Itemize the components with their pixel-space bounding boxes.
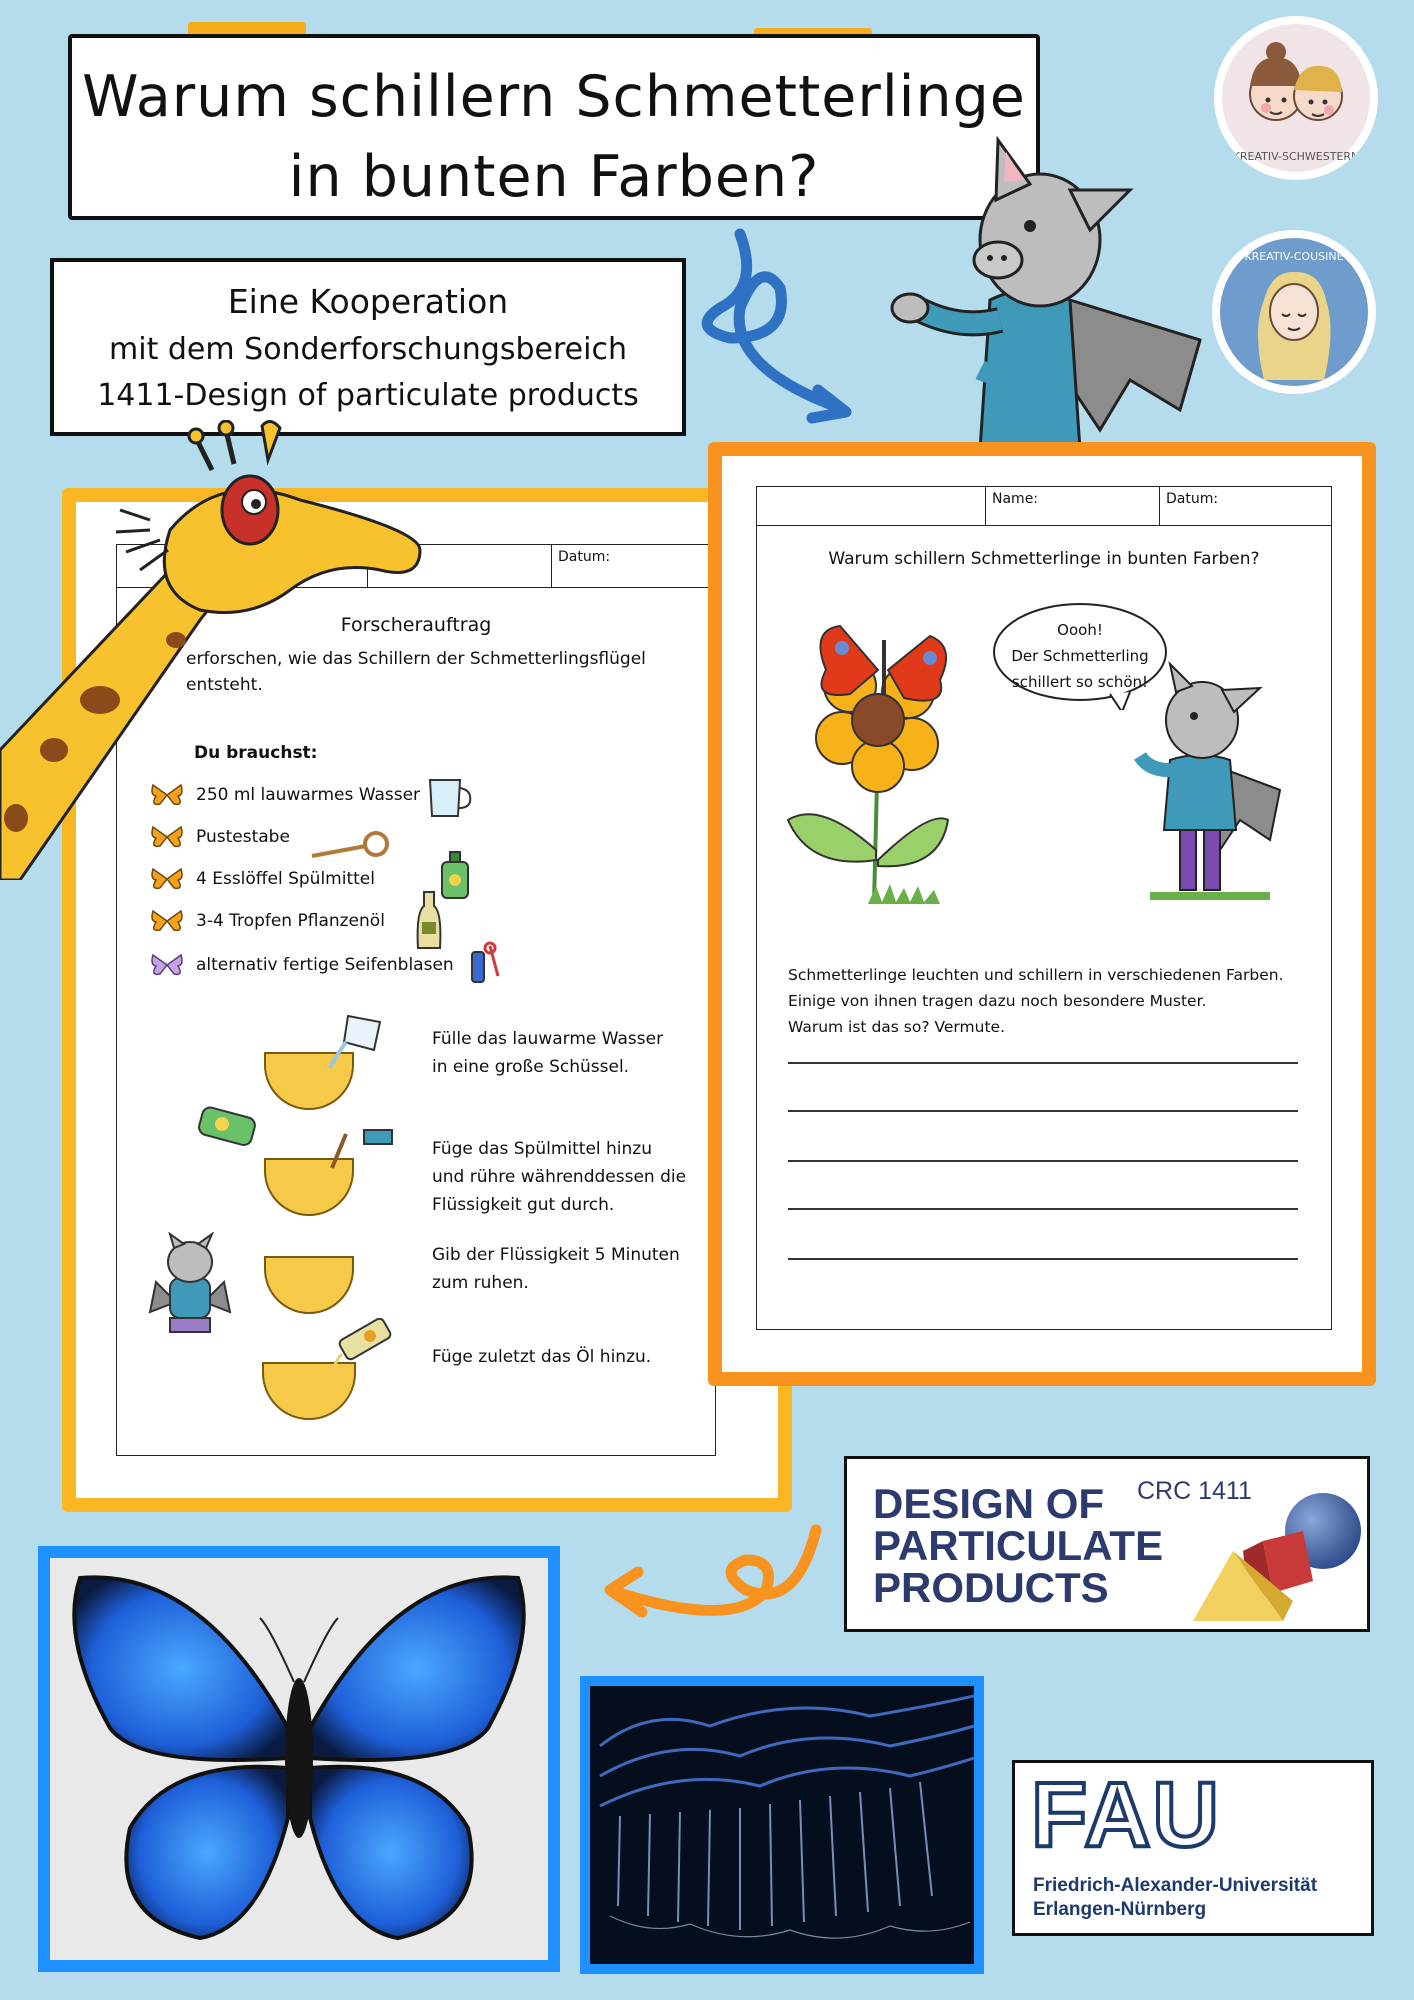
water-jug-icon [318,1012,388,1070]
morpho-butterfly-photo [38,1546,560,1972]
step-3-line1: Gib der Flüssigkeit 5 Minuten [432,1245,680,1265]
speech-line1: Oooh! [1057,621,1103,639]
speech-line3: schillert so schön! [1011,673,1149,691]
cooperation-line1: Eine Kooperation [227,282,509,321]
right-body-line2: Einige von ihnen tragen dazu noch besondere Muster. [788,992,1207,1010]
crc-logo-box [844,1456,1370,1632]
step-1-line2: in eine große Schüssel. [432,1057,630,1077]
answer-line[interactable] [788,1062,1298,1064]
step-2-line1: Füge das Spülmittel hinzu [432,1139,652,1159]
right-body-line3: Warum ist das so? Vermute. [788,1018,1005,1036]
grass-icon [864,880,944,906]
blue-butterfly-image [50,1558,548,1960]
right-body-line1: Schmetterlinge leuchten und schillern in verschiedenen Farben. [788,966,1284,984]
badge-label: KREATIV-COUSINE [1244,250,1344,263]
cooperation-line2: mit dem Sonderforschungsbereich [109,332,627,367]
answer-line[interactable] [788,1160,1298,1162]
orange-arrow-icon [596,1520,836,1630]
step-3-line2: zum ruhen. [432,1273,529,1293]
left-worksheet-heading: Forscherauftrag [340,614,492,636]
needs-label: Du brauchst: [194,743,318,763]
sitting-bat-icon [146,1232,234,1338]
wing-scale-microscope-photo [580,1676,984,1974]
badge-kreativ-schwestern [1214,16,1378,180]
badge-label: KREATIV-SCHWESTERN [1232,150,1360,163]
particle-shapes-icon [1163,1481,1363,1631]
microscopic-scales-image [590,1686,974,1964]
material-text: Pustestabe [196,827,290,847]
blue-arrow-icon [700,228,880,428]
fau-line2: Erlangen-Nürnberg [1033,1899,1207,1920]
cooperation-box [50,258,686,436]
fau-logo-box [1012,1760,1374,1936]
flower-butterfly-illustration [780,620,980,910]
bat-character-illustration [880,130,1210,450]
crc-line3: PRODUCTS [873,1564,1109,1611]
crc-tag: CRC 1411 [1137,1477,1252,1505]
butterfly-purple-icon [150,952,184,978]
badge-kreativ-cousine [1212,230,1376,394]
step-1-line1: Fülle das lauwarme Wasser [432,1029,664,1049]
title-line2: in bunten Farben? [288,144,820,210]
left-worksheet-intro-line2: entsteht. [186,675,263,695]
material-text: alternativ fertige Seifenblasen [196,955,454,975]
crc-line2: PARTICULATE [873,1522,1164,1569]
standing-bat-icon [1130,660,1290,910]
step-4-line1: Füge zuletzt das Öl hinzu. [432,1347,652,1367]
answer-line[interactable] [788,1258,1298,1260]
oil-bottle-pouring-icon [330,1318,396,1370]
list-item [150,950,454,980]
step-2-line2: und rühre währenddessen die [432,1167,687,1187]
list-item [150,906,385,936]
cooperation-line3: 1411-Design of particulate products [97,378,639,413]
name-field: Name: [985,487,1161,525]
bubble-bottle-icon [468,940,506,984]
fau-acronym: FAU [1031,1764,1221,1866]
material-text: 3-4 Tropfen Pflanzenöl [196,911,385,931]
soap-and-whisk-icon [196,1104,396,1170]
title-line1: Warum schillern Schmetterlinge [82,64,1026,130]
material-text: 4 Esslöffel Spülmittel [196,869,375,889]
speech-line2: Der Schmetterling [1011,647,1149,665]
answer-line[interactable] [788,1208,1298,1210]
fau-line1: Friedrich-Alexander-Universität [1033,1875,1318,1896]
right-worksheet-heading: Warum schillern Schmetterlinge in bunten Farben? [828,549,1260,569]
step-2-line3: Flüssigkeit gut durch. [432,1195,615,1215]
date-field: Datum: [551,545,717,587]
oil-bottle-icon [414,888,444,952]
right-worksheet-header [756,486,1332,526]
butterfly-orange-icon [150,908,184,934]
date-field: Datum: [1159,487,1333,525]
giraffe-illustration [0,420,440,880]
left-worksheet-intro-line1: erforschen, wie das Schillern der Schmetterlingsflügel [186,649,646,669]
answer-line[interactable] [788,1110,1298,1112]
crc-line1: DESIGN OF [873,1480,1105,1527]
material-text: 250 ml lauwarmes Wasser [196,785,421,805]
